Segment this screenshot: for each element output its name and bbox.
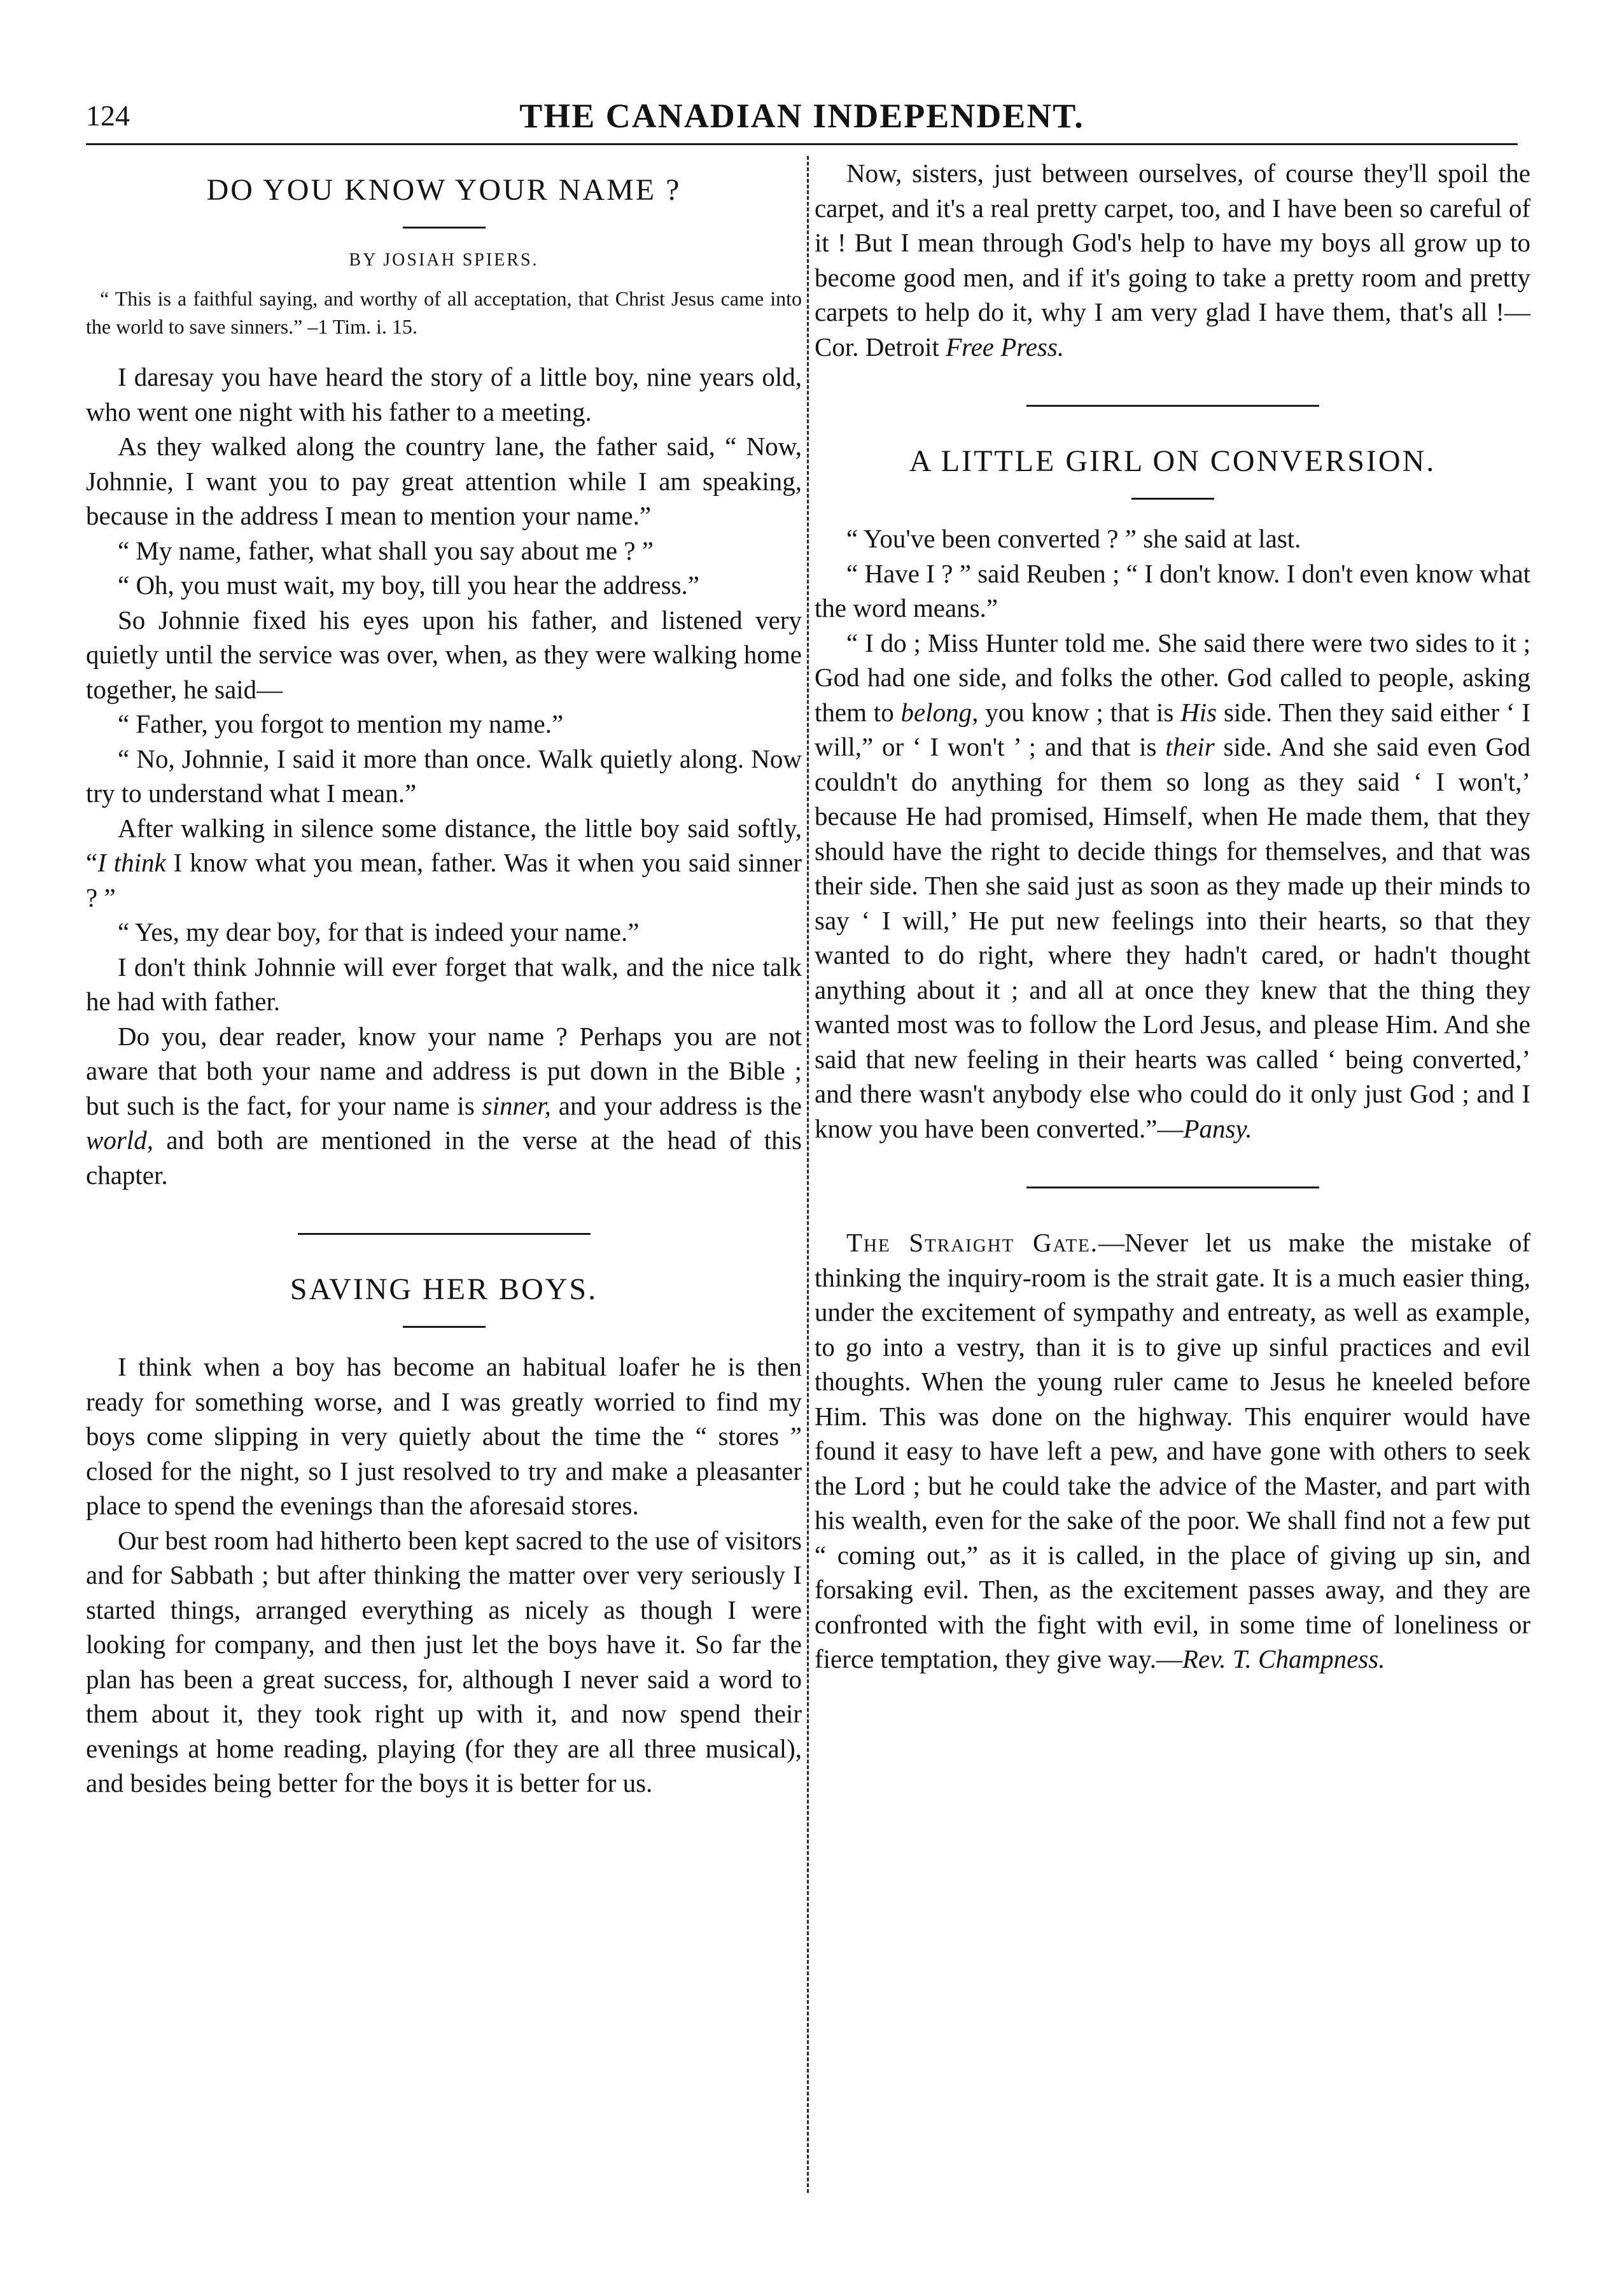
paragraph: [815, 156, 1530, 364]
article-little-girl-on-conversion: [815, 444, 1530, 1146]
italic-text: belong,: [900, 697, 979, 727]
paragraph: I don't think Johnnie will ever forget that walk, and the nice talk he had with father.: [86, 952, 802, 1016]
paragraph: As they walked along the country lane, the father said, “ Now, Johnnie, I want you to pay great attention while I am speaking, because in the address I mean to mention your name.”: [86, 432, 802, 530]
paragraph: [86, 811, 802, 915]
paragraph: “ Oh, you must wait, my boy, till you hear the address.”: [118, 570, 699, 600]
article-saving-her-boys-continued: [815, 156, 1530, 364]
italic-text: their: [1165, 732, 1215, 761]
italic-text: sinner,: [482, 1090, 551, 1120]
text-run: —Never let us make the mistake of thinking the inquiry-room is the strait gate. It is a much easier thing, under the excitement of sympathy and entreaty, as well as example, to go into a vestry, than it is to give up sinful practices and evil thoughts. When the young ruler came to Jesus he kneeled before Him. This was done on the highway. This enquirer would have found it easy to have left a pew, and have gone with others to seek the Lord ; but he could take the advice of the Master, and part with his wealth, even for the sake of the poor. We shall find not a few put “ coming out,” as it is called, in the place of giving up sin, and forsaking evil. Then, as the excitement passes away, and they are confronted with the fight with evil, in some time of loneliness or fierce temptation, they give way.—: [815, 1228, 1530, 1673]
article-title: SAVING HER BOYS.: [290, 1272, 598, 1306]
italic-text: Pansy.: [1183, 1113, 1252, 1143]
italic-text: His: [1180, 697, 1217, 727]
title-rule: [403, 227, 486, 229]
lead-in: The Straight Gate.: [846, 1228, 1099, 1257]
text-run: and your address is the: [550, 1090, 802, 1120]
paragraph: “ No, Johnnie, I said it more than once. Walk quietly along. Now try to understand what I mean.”: [86, 743, 802, 808]
article-straight-gate: [815, 1225, 1530, 1677]
text-run: “ I do ; Miss Hunter told me. She said there were two sides to it ; God had one side, and folks the other. God called to people, asking them to: [815, 628, 1530, 727]
article-epigraph: “ This is a faithful saying, and worthy of all acceptation, that Christ Jesus came into the world to save sinners.” –1 Tim. i. 15.: [86, 287, 802, 338]
article-saving-her-boys: [86, 1272, 802, 1801]
title-rule: [403, 1326, 486, 1328]
paragraph: “ You've been converted ? ” she said at last.: [846, 524, 1301, 553]
paragraph: [815, 626, 1530, 1146]
article-title: DO YOU KNOW YOUR NAME ?: [206, 173, 682, 207]
article-byline: BY JOSIAH SPIERS.: [349, 250, 539, 270]
article-do-you-know-your-name: [86, 173, 802, 1192]
italic-text: Free Press.: [946, 332, 1065, 362]
text-run: and both are mentioned in the verse at the head of this chapter.: [86, 1125, 802, 1190]
paragraph: “ Yes, my dear boy, for that is indeed your name.”: [118, 917, 640, 947]
column-divider: [807, 156, 809, 2193]
right-column: [815, 156, 1530, 2212]
section-divider: [298, 1233, 591, 1235]
signature: Rev. T. Champness.: [1182, 1644, 1385, 1673]
text-run: After walking in silence some distance, the little boy said softly, “: [86, 813, 802, 877]
paragraph: “ Have I ? ” said Reuben ; “ I don't know. I don't even know what the word means.”: [815, 558, 1530, 623]
paragraph: “ Father, you forgot to mention my name.”: [118, 709, 564, 738]
text-run: you know ; that is: [978, 697, 1181, 727]
text-run: I know what you mean, father. Was it when you said sinner ? ”: [86, 848, 802, 912]
paragraph: Our best room had hitherto been kept sacred to the use of visitors and for Sabbath ; but after thinking the matter over very seriously I started things, arranged everything as nicely as though I were looking for company, and then just let the boys have it. So far the plan has been a great success, for, although I never said a word to them about it, they took right up with it, and now spend their evenings at home reading, playing (for they are all three musical), and besides being better for the boys it is better for us.: [86, 1525, 802, 1798]
paragraph: So Johnnie fixed his eyes upon his father, and listened very quietly until the service was over, when, as they were walking home together, he said—: [86, 605, 802, 704]
paragraph: [815, 1225, 1530, 1677]
section-divider: [1026, 405, 1319, 407]
text-run: side. Then they said either ‘ I will,” or ‘ I won't ’ ; and that is: [815, 697, 1530, 761]
paragraph: I daresay you have heard the story of a little boy, nine years old, who went one night with his father to a meeting.: [86, 362, 802, 426]
left-column: [86, 156, 802, 2212]
article-title: A LITTLE GIRL ON CONVERSION.: [909, 444, 1436, 478]
paragraph: [86, 1019, 802, 1193]
journal-title: THE CANADIAN INDEPENDENT.: [519, 97, 1084, 135]
text-run: Now, sisters, just between ourselves, of course they'll spoil the carpet, and it's a real pretty carpet, too, and I have been so careful of it ! But I mean through God's help to have my boys all grow up to become good men, and if it's going to take a pretty room and pretty carpets to help do it, why I am very glad I have them, that's all !—Cor. Detroit: [815, 158, 1530, 362]
section-divider: [1026, 1187, 1319, 1188]
text-run: Do you, dear reader, know your name ? Perhaps you are not aware that both your name and address is put down in the Bible ; but such is the fact, for your name is: [86, 1021, 802, 1120]
page-number: 124: [86, 99, 130, 132]
page-header: [86, 86, 1518, 145]
italic-text: I think: [97, 848, 166, 877]
italic-text: world,: [86, 1125, 153, 1155]
paragraph: I think when a boy has become an habitual loafer he is then ready for something worse, and I was greatly worried to find my boys come slipping in very quietly about the time the “ stores ” closed for the night, so I just resolved to try and make a pleasanter place to spend the evenings than the aforesaid stores.: [86, 1352, 802, 1520]
paragraph: “ My name, father, what shall you say about me ? ”: [118, 535, 654, 565]
title-rule: [1131, 498, 1214, 500]
text-run: side. And she said even God couldn't do anything for them so long as they said ‘ I won't,’ because He had promised, Himself, when He made them, that they should have the right to decide things for themselves, and that was their side. Then she said just as soon as they made up their minds to say ‘ I will,’ He put new feelings into their hearts, so that they wanted to do right, where they hadn't cared, or hadn't thought anything about it ; and all at once they knew that the thing they wanted most was to follow the Lord Jesus, and please Him. And she said that new feeling in their hearts was called ‘ being converted,’ and there wasn't anybody else who could do it only just God ; and I know you have been converted.”—: [815, 732, 1530, 1143]
